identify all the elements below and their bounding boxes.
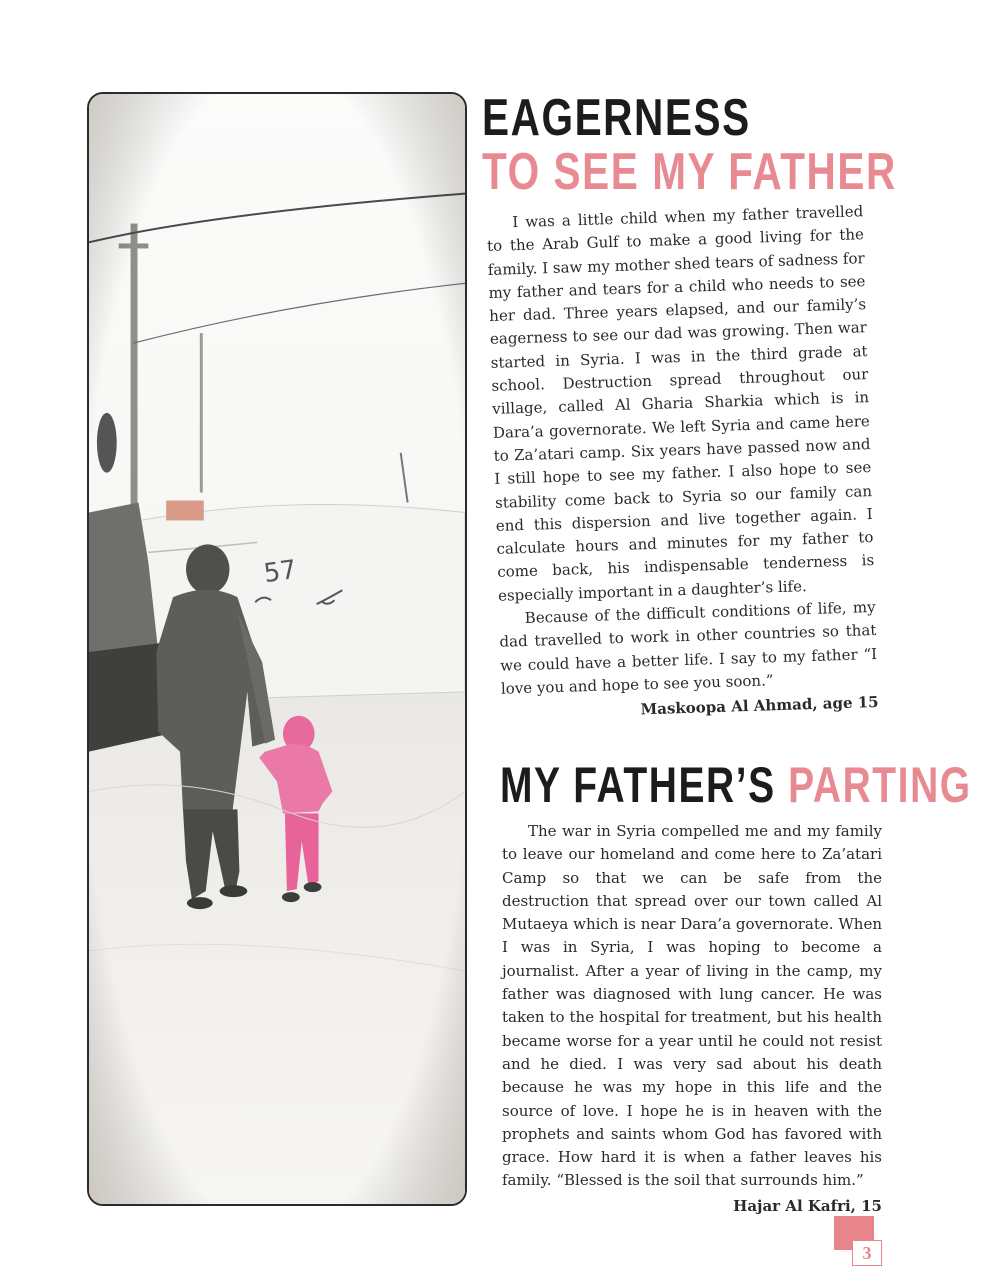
story1-title-line1: EAGERNESS [482, 89, 751, 147]
story2-title-dark: MY FATHER’S [500, 757, 776, 813]
story2-byline: Hajar Al Kafri, 15 [733, 1196, 882, 1215]
story1-byline: Maskoopa Al Ahmad, age 15 [640, 693, 879, 719]
story1-paragraph: I was a little child when my father travelled to the Arab Gulf to make a good living for the family. I saw my mother shed tears of sadness for my father and tears for a child who needs to see her dad. Three years elapsed, and our family’s eagerness to see our dad was growing. Then war started in Syria. I was in the third grade at school. Destruction spread throughout our village, called Al Gharia Sharkia which is in Dara’a governorate. We left Syria and came here to Za’atari camp. Six years have passed now and I still hope to see my father. I also hope to see stability come back to Syria so our family can end this dispersion and live together again. I calculate hours and minutes for my father to come back, his indispensable tenderness is especially important in a daughter’s life. [486, 202, 875, 605]
story2-article [502, 820, 882, 1218]
story2-title-pink: PARTING [788, 757, 972, 813]
story1-article [486, 200, 879, 726]
page-number: 3 [852, 1240, 882, 1266]
photo-father-and-child [87, 92, 467, 1206]
story1-paragraph: Because of the difficult conditions of life, my dad travelled to work in other countries so that we could have a better life. I say to my father “I love you and hope to see you soon.” [499, 598, 878, 698]
story1-title-line2: TO SEE MY FATHER [482, 143, 897, 201]
photo-illustration [89, 94, 465, 1204]
story2-paragraph: The war in Syria compelled me and my family to leave our homeland and come here to Za’atari Camp so that we can be safe from the destruction that spread over our town called Al Mutaeya which is near Dara’a governorate. When I was in Syria, I was hoping to become a journalist. After a year of living in the camp, my father was diagnosed with lung cancer. He was taken to the hospital for treatment, but his health became worse for a year until he could not resist and he died. I was very sad about his death because he was my hope in this life and the source of love. I hope he is in heaven with the prophets and saints whom God has favored with grace. How hard it is when a father leaves his family. “Blessed is the soil that surrounds him.” [502, 822, 882, 1190]
story2-title [500, 757, 972, 813]
